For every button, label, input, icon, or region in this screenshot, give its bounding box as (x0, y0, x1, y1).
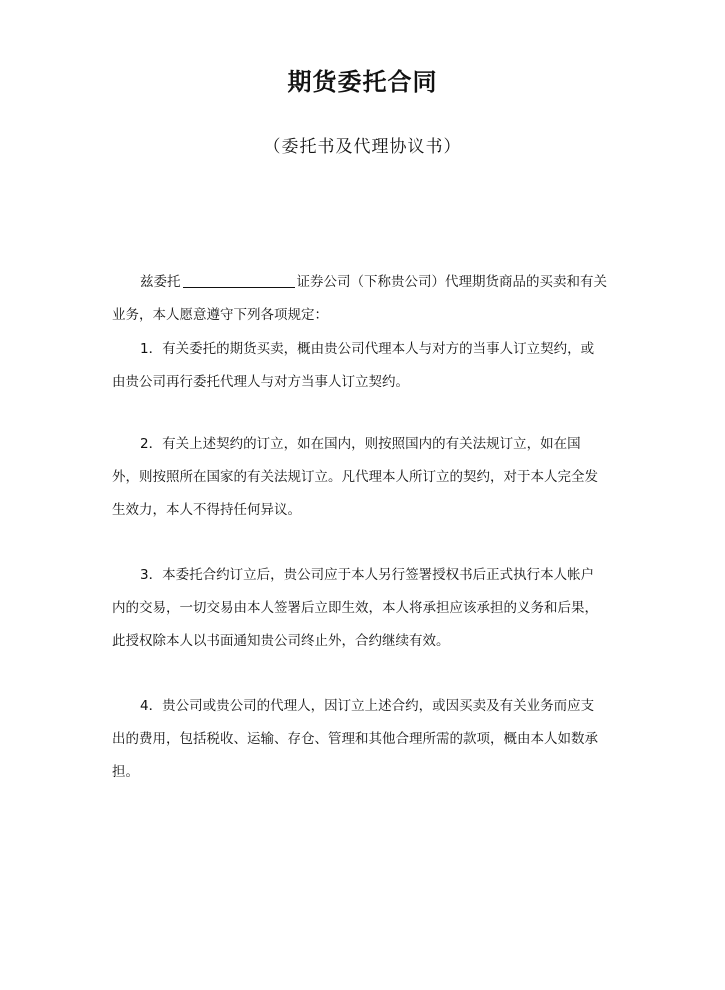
clause-1-line-2: 由贵公司再行委托代理人与对方当事人订立契约。 (112, 374, 409, 390)
clause-4 (112, 690, 640, 789)
document-title: 期货委托合同 (287, 68, 438, 96)
intro-paragraph (112, 266, 640, 332)
clause-4-line-3: 担。 (112, 764, 139, 780)
clause-2-line-2: 外，则按照所在国家的有关法规订立。凡代理本人所订立的契约，对于本人完全发 (112, 469, 598, 485)
clause-1 (112, 333, 640, 399)
clause-3-line-3: 此授权除本人以书面通知贵公司终止外，合约继续有效。 (112, 633, 450, 649)
clause-1-line-1: 1．有关委托的期货买卖，概由贵公司代理本人与对方的当事人订立契约，或 (140, 341, 595, 357)
clause-4-line-2: 出的费用，包括税收、运输、存仓、管理和其他合理所需的款项，概由本人如数承 (112, 731, 598, 747)
clause-3 (112, 559, 640, 658)
intro-before-blank: 兹委托 (140, 274, 181, 290)
clause-2-line-3: 生效力，本人不得持任何异议。 (112, 502, 301, 518)
clause-2 (112, 428, 640, 527)
clause-3-line-1: 3．本委托合约订立后，贵公司应于本人另行签署授权书后正式执行本人帐户 (140, 567, 595, 583)
intro-line-2: 业务，本人愿意遵守下列各项规定： (112, 307, 328, 323)
clause-3-line-2: 内的交易，一切交易由本人签署后立即生效，本人将承担应该承担的义务和后果， (112, 600, 598, 616)
intro-after-blank: 证券公司（下称贵公司）代理期货商品的买卖和有关 (296, 274, 607, 290)
intro-line-1 (112, 266, 640, 299)
clause-2-line-1: 2．有关上述契约的订立，如在国内，则按照国内的有关法规订立，如在国 (140, 436, 581, 452)
clause-4-line-1: 4．贵公司或贵公司的代理人，因订立上述合约，或因买卖及有关业务而应支 (140, 698, 595, 714)
company-name-blank (183, 273, 295, 288)
document-subtitle: （委托书及代理协议书） (263, 137, 462, 157)
